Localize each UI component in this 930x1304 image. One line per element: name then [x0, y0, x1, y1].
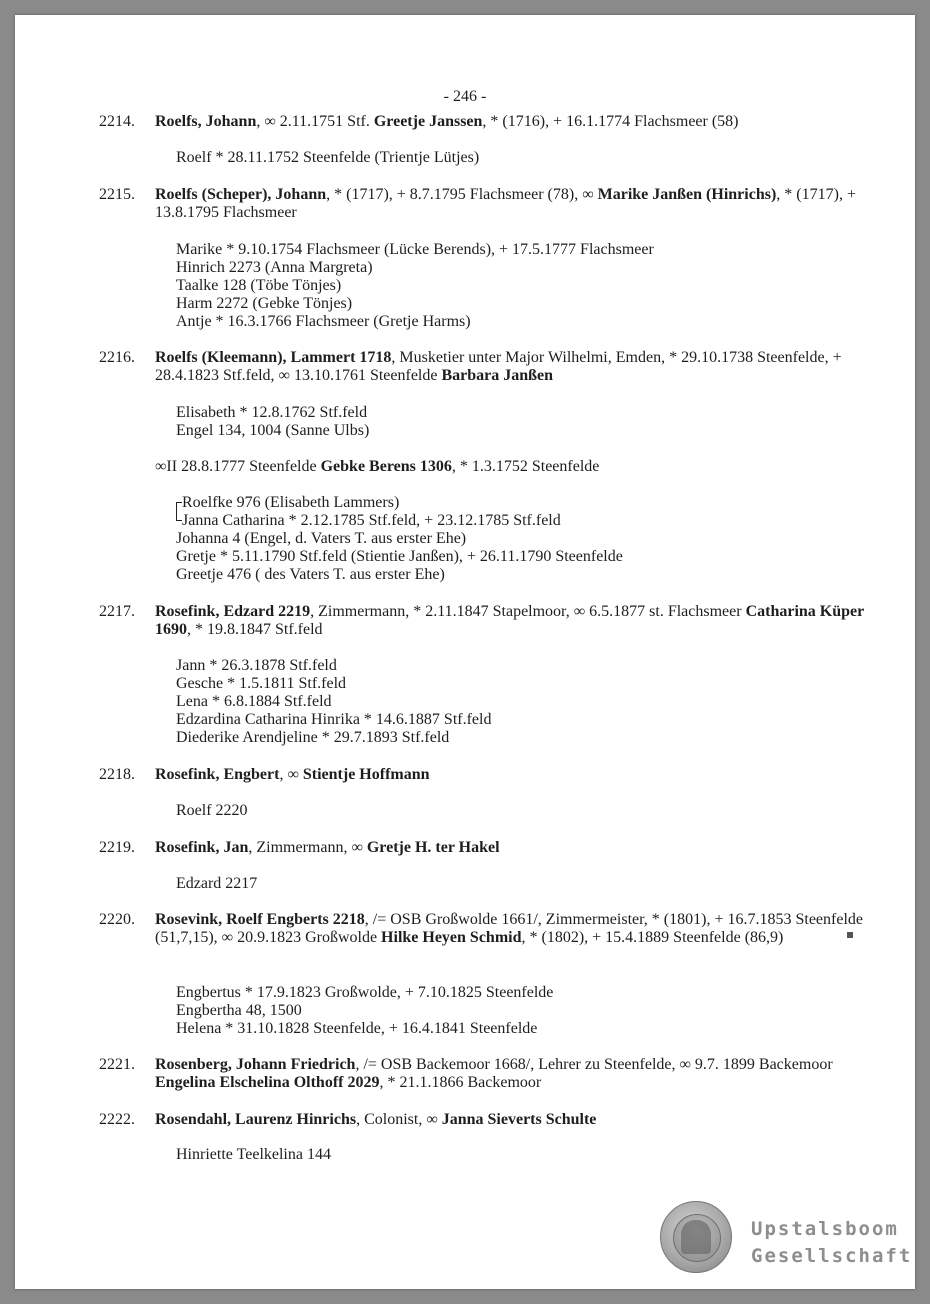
entry-details: , * (1717), + 8.7.1795 Flachsmeer (78), ∞: [326, 186, 598, 203]
upstalsboom-seal-icon: [660, 1201, 732, 1273]
entry-text: [155, 766, 875, 784]
second-marriage: [155, 458, 599, 476]
child-line: Engbertus * 17.9.1823 Großwolde, + 7.10.1825 Steenfelde: [176, 984, 554, 1001]
entry-number: 2220.: [99, 911, 135, 928]
child-line: Marike * 9.10.1754 Flachsmeer (Lücke Berends), + 17.5.1777 Flachsmeer: [176, 241, 654, 258]
entry-details: , Colonist, ∞: [356, 1111, 442, 1128]
entry-details: , Musketier unter Major Wilhelmi, Emden, * 29.10.1738 Steenfelde, + 28.4.1823 Stf.feld, ∞ 13.10.1761 Steenfelde: [155, 349, 842, 384]
entry-text: [155, 349, 875, 385]
page-number: - 246 -: [443, 88, 487, 105]
entry-text: [155, 603, 875, 639]
entry-details-2: , * 19.8.1847 Stf.feld: [187, 621, 323, 638]
entry-spouse: Catharina Küper 1690: [155, 603, 864, 638]
child-line: Harm 2272 (Gebke Tönjes): [176, 295, 353, 312]
entry-spouse: Janna Sieverts Schulte: [441, 1111, 597, 1128]
margin-mark: [847, 932, 853, 938]
child-line: Edzard 2217: [176, 875, 258, 892]
entry-name: Rosendahl, Laurenz Hinrichs: [155, 1111, 357, 1128]
entry-number: 2217.: [99, 603, 135, 620]
entry-text: [155, 1111, 875, 1129]
entry-name: Rosefink, Engbert: [155, 766, 280, 783]
entry-text: [155, 1056, 875, 1092]
child-line: Elisabeth * 12.8.1762 Stf.feld: [176, 404, 368, 421]
entry-details-2: , * 21.1.1866 Backemoor: [379, 1074, 542, 1091]
entry-details-2: , * (1802), + 15.4.1889 Steenfelde (86,9): [521, 929, 784, 946]
entry-details: , ∞ 2.11.1751 Stf.: [256, 113, 374, 130]
entry-details: , Zimmermann, ∞: [248, 839, 367, 856]
entry-name: Rosevink, Roelf Engberts 2218: [155, 911, 365, 928]
entry-number: 2216.: [99, 349, 135, 366]
child-line: Gretje * 5.11.1790 Stf.feld (Stientie Janßen), + 26.11.1790 Steenfelde: [176, 548, 623, 565]
entry-number: 2215.: [99, 186, 135, 203]
child-line: Edzardina Catharina Hinrika * 14.6.1887 Stf.feld: [176, 711, 492, 728]
entry-details: , /= OSB Großwolde 1661/, Zimmermeister, * (1801), + 16.7.1853 Steenfelde (51,7,15), ∞ 20.9.1823 Großwolde: [155, 911, 863, 946]
marriage-suffix: , * 1.3.1752 Steenfelde: [451, 458, 600, 475]
entry-name: Roelfs (Kleemann), Lammert 1718: [155, 349, 392, 366]
child-line: Jann * 26.3.1878 Stf.feld: [176, 657, 337, 674]
child-line: Gesche * 1.5.1811 Stf.feld: [176, 675, 347, 692]
entry-details-2: , * (1717), + 13.8.1795 Flachsmeer: [155, 186, 856, 221]
entry-text: [155, 839, 875, 857]
entry-spouse: Stientje Hoffmann: [302, 766, 430, 783]
entry-name: Roelfs (Scheper), Johann: [155, 186, 327, 203]
entry-name: Rosenberg, Johann Friedrich: [155, 1056, 356, 1073]
entry-spouse: Barbara Janßen: [441, 367, 554, 384]
entry-name: Rosefink, Edzard 2219: [155, 603, 311, 620]
entry-text: [155, 186, 875, 222]
entry-text: [155, 113, 875, 131]
child-line: Hinrich 2273 (Anna Margreta): [176, 259, 373, 276]
child-line: Engbertha 48, 1500: [176, 1002, 302, 1019]
child-line: Lena * 6.8.1884 Stf.feld: [176, 693, 332, 710]
child-line: Roelf 2220: [176, 802, 248, 819]
entry-number: 2218.: [99, 766, 135, 783]
entry-number: 2221.: [99, 1056, 135, 1073]
entry-details: , /= OSB Backemoor 1668/, Lehrer zu Steenfelde, ∞ 9.7. 1899 Backemoor: [355, 1056, 833, 1073]
entry-details-2: , * (1716), + 16.1.1774 Flachsmeer (58): [482, 113, 739, 130]
child-line: Engel 134, 1004 (Sanne Ulbs): [176, 422, 370, 439]
entry-spouse: Greetje Janssen: [373, 113, 483, 130]
entry-number: 2222.: [99, 1111, 135, 1128]
entry-spouse: Engelina Elschelina Olthoff 2029: [155, 1074, 380, 1091]
child-line: Johanna 4 (Engel, d. Vaters T. aus erster Ehe): [176, 530, 467, 547]
entry-number: 2219.: [99, 839, 135, 856]
entry-spouse: Marike Janßen (Hinrichs): [597, 186, 777, 203]
marriage-spouse: Gebke Berens 1306: [320, 458, 452, 475]
marriage-prefix: ∞II 28.8.1777 Steenfelde: [155, 458, 321, 475]
child-line: Diederike Arendjeline * 29.7.1893 Stf.feld: [176, 729, 450, 746]
watermark-line-2: Gesellschaft: [751, 1245, 913, 1267]
child-line: Hinriette Teelkelina 144: [176, 1146, 331, 1163]
child-line: Antje * 16.3.1766 Flachsmeer (Gretje Harms): [176, 313, 471, 330]
entry-name: Roelfs, Johann: [155, 113, 257, 130]
entry-text: [155, 911, 875, 947]
entry-details: , ∞: [279, 766, 303, 783]
entry-number: 2214.: [99, 113, 135, 130]
entry-spouse: Hilke Heyen Schmid: [381, 929, 522, 946]
watermark-line-1: Upstalsboom: [751, 1218, 899, 1240]
child-line: Roelf * 28.11.1752 Steenfelde (Trientje Lütjes): [176, 149, 480, 166]
child-line: Janna Catharina * 2.12.1785 Stf.feld, + 23.12.1785 Stf.feld: [182, 512, 561, 529]
child-line: Taalke 128 (Töbe Tönjes): [176, 277, 342, 294]
document-page: [15, 15, 915, 1289]
child-line: Roelfke 976 (Elisabeth Lammers): [182, 494, 400, 511]
child-line: Helena * 31.10.1828 Steenfelde, + 16.4.1841 Steenfelde: [176, 1020, 538, 1037]
child-line: Greetje 476 ( des Vaters T. aus erster Ehe): [176, 566, 445, 583]
entry-spouse: Gretje H. ter Hakel: [366, 839, 500, 856]
entry-name: Rosefink, Jan: [155, 839, 249, 856]
entry-details: , Zimmermann, * 2.11.1847 Stapelmoor, ∞ 6.5.1877 st. Flachsmeer: [310, 603, 746, 620]
